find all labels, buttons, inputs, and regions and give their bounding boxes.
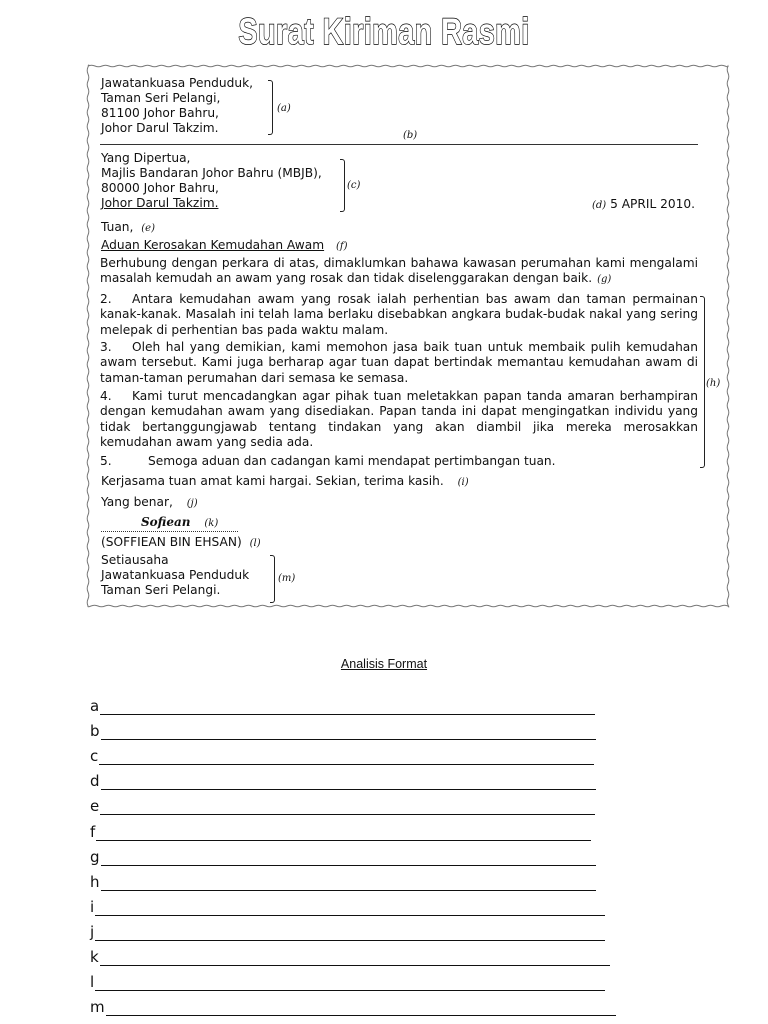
label-d: (d): [592, 200, 607, 211]
sender-address: [101, 76, 253, 136]
answer-row: [90, 793, 595, 815]
point-paragraph: [100, 292, 698, 338]
sender-line: Johor Darul Takzim.: [101, 121, 219, 135]
answer-row: [90, 743, 594, 765]
sender-brace: [268, 80, 273, 135]
signer-name: [101, 535, 261, 551]
subject-text: Aduan Kerosakan Kemudahan Awam: [101, 238, 325, 252]
label-h: (h): [706, 378, 721, 389]
point-text: Semoga aduan dan cadangan kami mendapat pertimbangan tuan.: [148, 454, 556, 468]
label-j: (j): [186, 498, 198, 509]
label-f: (f): [335, 241, 348, 252]
body-brace: [700, 296, 705, 468]
point-paragraph: [100, 340, 698, 386]
salutation: [101, 220, 155, 236]
answer-line[interactable]: [100, 701, 595, 715]
point-paragraph: [100, 389, 698, 450]
answer-letter: i: [90, 897, 95, 916]
signer-position: [101, 553, 249, 598]
sign-off: [101, 495, 198, 511]
subject: [101, 238, 347, 254]
answer-letter: j: [90, 922, 95, 941]
answer-line[interactable]: [95, 902, 605, 916]
answer-letter: f: [90, 822, 96, 841]
letter-date: 5 APRIL 2010.: [610, 197, 696, 211]
label-m: (m): [278, 573, 296, 584]
point-text: Antara kemudahan awam yang rosak ialah perhentian bas awam dan taman permainan kanak-kanak. Masalah ini telah lama berlaku disebabkan angkara budak-budak nakal yang sering melepak di perhentian bas pada waktu malam.: [100, 292, 698, 337]
answer-row: [90, 994, 616, 1016]
label-e: (e): [141, 223, 155, 234]
label-k: (k): [204, 518, 219, 529]
answer-line[interactable]: [95, 977, 605, 991]
point-text: Kami turut mencadangkan agar pihak tuan meletakkan papan tanda amaran berhampiran dengan kemudahan awam yang disediakan. Papan tanda ini dapat mengingatkan individu yang tidak bertanggungjawab tentang tindakan yang akan diambil jika mereka merosakkan kemudahan awam yang sedia ada.: [100, 389, 698, 449]
answer-letter: d: [90, 772, 100, 791]
answer-line[interactable]: [100, 801, 595, 815]
point-number: 2.: [100, 292, 112, 306]
position-brace: [270, 555, 275, 603]
closing-text: Kerjasama tuan amat kami hargai. Sekian, terima kasih.: [101, 474, 444, 488]
answer-row: [90, 819, 591, 841]
recipient-line: 80000 Johor Bahru,: [101, 181, 219, 195]
answer-row: [90, 894, 605, 916]
answer-line[interactable]: [101, 726, 596, 740]
answer-letter: c: [90, 747, 99, 766]
signature-block: [141, 515, 218, 531]
label-i: (i): [457, 477, 469, 488]
answer-row: [90, 969, 605, 991]
signature-line: [101, 531, 238, 532]
analysis-title: Analisis Format: [340, 657, 428, 671]
answer-row: [90, 844, 596, 866]
signature: Sofiean: [141, 515, 191, 529]
label-c: (c): [347, 180, 361, 191]
answer-row: [90, 693, 595, 715]
sign-off-text: Yang benar,: [101, 495, 173, 509]
answer-letter: k: [90, 948, 99, 966]
answer-row: [90, 944, 610, 966]
answer-letter: m: [90, 998, 105, 1017]
position-line: Jawatankuasa Penduduk: [101, 568, 250, 582]
label-g: (g): [597, 274, 612, 286]
answer-row: [90, 919, 605, 941]
sender-line: Taman Seri Pelangi,: [101, 91, 221, 105]
answer-line[interactable]: [101, 776, 596, 790]
answer-letter: g: [90, 847, 100, 866]
name-text: (SOFFIEAN BIN EHSAN): [101, 535, 242, 549]
answer-row: [90, 869, 596, 891]
point-paragraph: [100, 454, 698, 469]
answer-letter: l: [90, 973, 95, 992]
answer-line[interactable]: [101, 877, 596, 891]
answer-letter: e: [90, 797, 100, 816]
answer-letter: a: [90, 697, 100, 715]
answer-letter: h: [90, 872, 100, 891]
position-line: Taman Seri Pelangi.: [101, 583, 221, 597]
intro-paragraph: [100, 256, 698, 288]
answer-line[interactable]: [96, 827, 591, 841]
answer-line[interactable]: [95, 927, 605, 941]
intro-text: Berhubung dengan perkara di atas, dimaklumkan bahawa kawasan perumahan kami mengalami masalah kemudah an awam yang rosak dan tidak diselenggarakan dengan baik.: [100, 256, 698, 286]
point-number: 5.: [100, 454, 112, 468]
answer-line[interactable]: [100, 952, 610, 966]
sender-line: Jawatankuasa Penduduk,: [101, 76, 254, 90]
answer-letter: b: [90, 722, 100, 741]
label-l: (l): [249, 538, 261, 549]
point-number: 4.: [100, 389, 112, 403]
answer-line[interactable]: [101, 852, 596, 866]
recipient-line: Majlis Bandaran Johor Bahru (MBJB),: [101, 166, 322, 180]
position-line: Setiausaha: [101, 553, 169, 567]
divider-line: [100, 144, 698, 145]
closing: [101, 474, 469, 490]
recipient-address: [101, 151, 322, 211]
point-text: Oleh hal yang demikian, kami memohon jasa baik tuan untuk membaik pulih kemudahan awam tersebut. Kami juga berharap agar tuan dapat bertindak memantau kemudahan awam di taman-taman perumahan dari semasa ke semasa.: [100, 340, 698, 385]
answer-line[interactable]: [99, 751, 594, 765]
sender-line: 81100 Johor Bahru,: [101, 106, 219, 120]
label-a: (a): [277, 103, 291, 114]
point-number: 3.: [100, 340, 112, 354]
page-title: Surat Kiriman Rasmi: [238, 11, 530, 52]
recipient-line: Yang Dipertua,: [101, 151, 191, 165]
answer-row: [90, 718, 596, 740]
recipient-brace: [340, 159, 345, 212]
answer-row: [90, 768, 596, 790]
recipient-line: Johor Darul Takzim.: [101, 196, 219, 210]
answer-line[interactable]: [106, 1002, 616, 1016]
salutation-text: Tuan,: [101, 220, 134, 234]
label-b: (b): [403, 130, 418, 141]
date-block: [592, 197, 695, 213]
